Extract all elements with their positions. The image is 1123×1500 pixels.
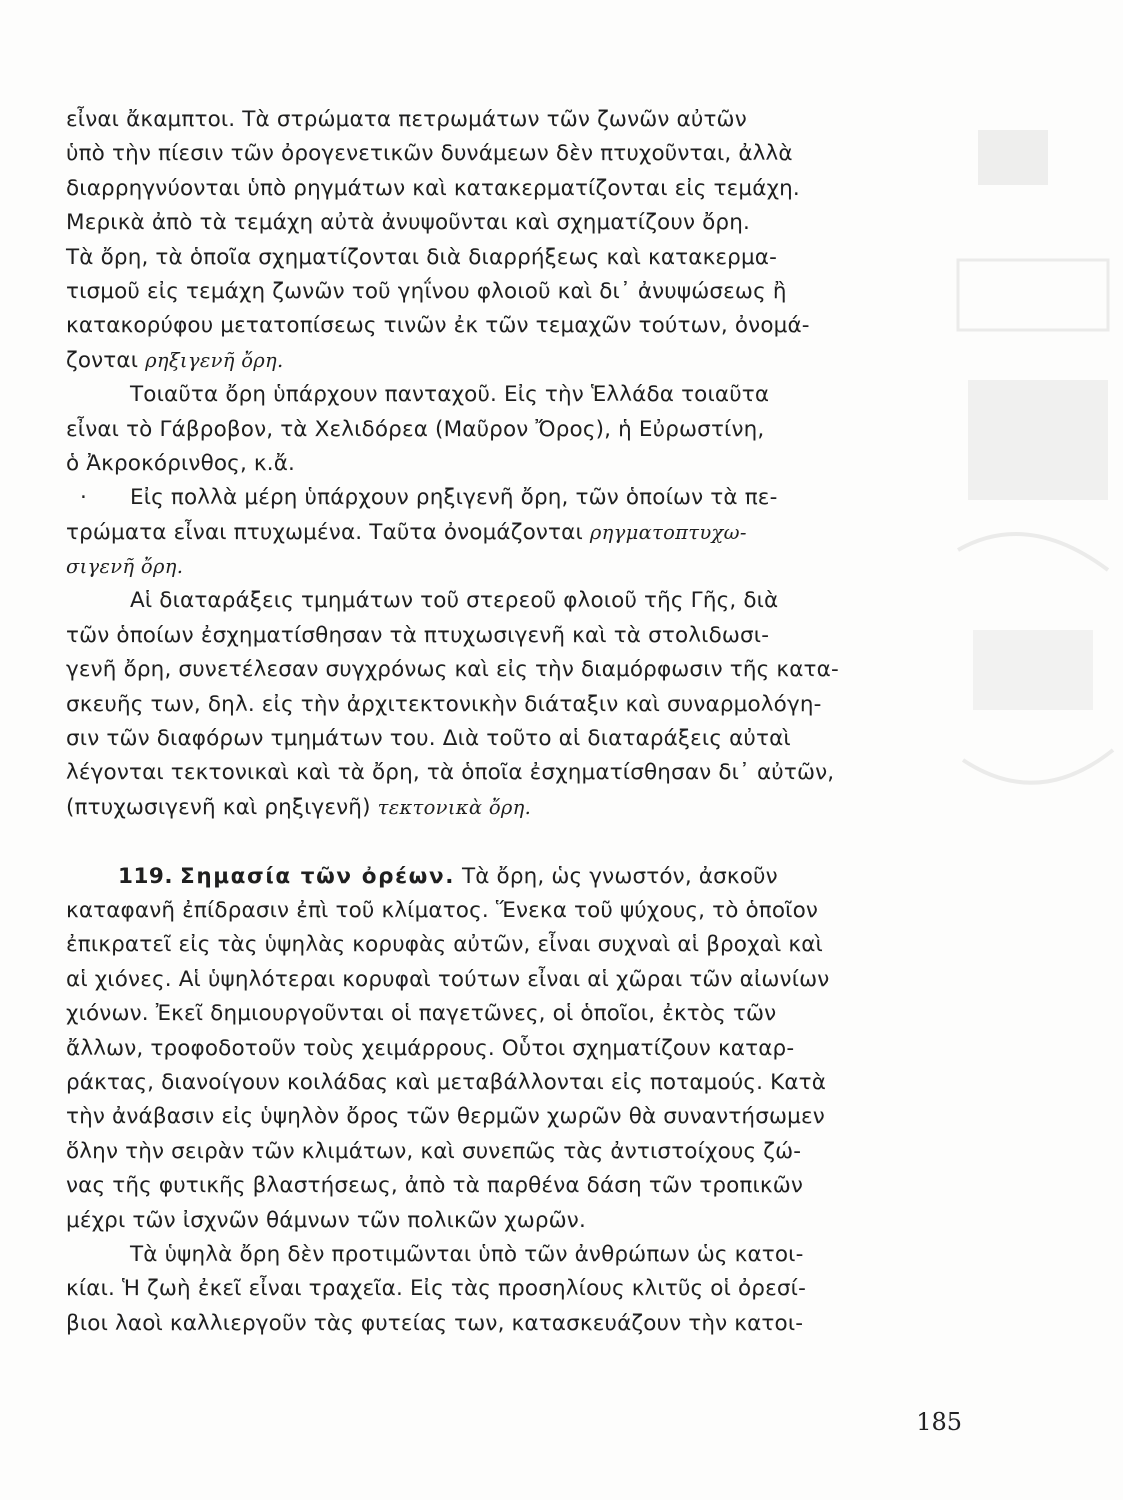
body-text <box>66 103 961 1341</box>
text-line: κίαι. Ἡ ζωὴ ἐκεῖ εἶναι τραχεῖα. Εἰς τὰς προσηλίους κλιτῦς οἱ ὀρεσί- <box>66 1276 806 1302</box>
text-line <box>66 550 961 584</box>
text-line: λέγονται τεκτονικαὶ καὶ τὰ ὄρη, τὰ ὁποῖα ἐσχηματίσθησαν δι᾽ αὐτῶν, <box>66 760 835 786</box>
text-line: εἶναι ἄκαμπτοι. Τὰ στρώματα πετρωμάτων τῶν ζωνῶν αὐτῶν <box>66 107 747 132</box>
text-line: σιν τῶν διαφόρων τμημάτων του. Διὰ τοῦτο αἱ διαταράξεις αὐταὶ <box>66 726 791 752</box>
text-line: καταφανῆ ἐπίδρασιν ἐπὶ τοῦ κλίματος. Ἕνεκα τοῦ ψύχους, τὸ ὁποῖον <box>66 897 819 923</box>
section-gap <box>66 825 961 859</box>
text-segment: τρώματα εἶναι πτυχωμένα. Ταῦτα ὀνομάζονται <box>66 519 583 545</box>
italic-term: σιγενῆ ὄρη. <box>66 555 184 579</box>
section-number: 119. <box>118 863 174 889</box>
text-line: ὑπὸ τὴν πίεσιν τῶν ὀρογενετικῶν δυνάμεων δὲν πτυχοῦνται, ἀλλὰ <box>66 141 793 167</box>
text-line: τισμοῦ εἰς τεμάχη ζωνῶν τοῦ γηΐνου φλοιοῦ καὶ δι᾽ ἀνυψώσεως ἢ <box>66 278 787 304</box>
italic-term: τεκτονικὰ ὄρη. <box>377 795 532 819</box>
text-segment: Τὰ ὄρη, ὡς γνωστόν, ἀσκοῦν <box>461 863 778 889</box>
text-line <box>66 791 961 825</box>
text-line <box>66 344 961 378</box>
text-line: αἱ χιόνες. Αἱ ὑψηλότεραι κορυφαὶ τούτων εἶναι αἱ χῶραι τῶν αἰωνίων <box>66 966 830 992</box>
text-line: γενῆ ὄρη, συνετέλεσαν συγχρόνως καὶ εἰς τὴν διαμόρφωσιν τῆς κατα- <box>66 657 839 683</box>
text-line: βιοι λαοὶ καλλιεργοῦν τὰς φυτείας των, κατασκευάζουν τὴν κατοι- <box>66 1310 804 1336</box>
text-line: Αἱ διαταράξεις τμημάτων τοῦ στερεοῦ φλοιοῦ τῆς Γῆς, διὰ <box>130 588 779 614</box>
text-line: ἄλλων, τροφοδοτοῦν τοὺς χειμάρρους. Οὗτοι σχηματίζουν καταρ- <box>66 1035 795 1061</box>
text-segment: ζονται <box>66 347 139 373</box>
text-line: τῶν ὁποίων ἐσχηματίσθησαν τὰ πτυχωσιγενῆ καὶ τὰ στολιδωσι- <box>66 622 770 648</box>
text-line: Τὰ ὄρη, τὰ ὁποῖα σχηματίζονται διὰ διαρρήξεως καὶ κατακερμα- <box>66 244 778 270</box>
text-line: ὅλην τὴν σειρὰν τῶν κλιμάτων, καὶ συνεπῶς τὰς ἀντιστοίχους ζώ- <box>66 1138 802 1164</box>
text-line <box>66 481 961 515</box>
text-line: σκευῆς των, δηλ. εἰς τὴν ἀρχιτεκτονικὴν διάταξιν καὶ συναρμολόγη- <box>66 691 822 717</box>
text-segment: (πτυχωσιγενῆ καὶ ρηξιγενῆ) <box>66 794 371 820</box>
text-line: Μερικὰ ἀπὸ τὰ τεμάχη αὐτὰ ἀνυψοῦνται καὶ σχηματίζουν ὄρη. <box>66 210 750 236</box>
text-line: μέχρι τῶν ἰσχνῶν θάμνων τῶν πολικῶν χωρῶν. <box>66 1207 586 1233</box>
show-through-illustration <box>948 110 1123 870</box>
paragraph-mark: · <box>80 485 87 511</box>
text-line: κατακορύφου μετατοπίσεως τινῶν ἐκ τῶν τεμαχῶν τούτων, ὀνομά- <box>66 313 810 339</box>
text-line <box>66 516 961 550</box>
italic-term: ρηγματοπτυχω- <box>589 520 747 544</box>
text-line: διαρρηγνύονται ὑπὸ ρηγμάτων καὶ κατακερματίζονται εἰς τεμάχη. <box>66 175 800 201</box>
section-title: Σημασία τῶν ὀρέων. <box>180 863 455 889</box>
italic-term: ρηξιγενῆ ὄρη. <box>145 348 284 372</box>
page-number: 185 <box>916 1408 962 1436</box>
text-line: Τοιαῦτα ὄρη ὑπάρχουν πανταχοῦ. Εἰς τὴν Ἑλλάδα τοιαῦτα <box>130 382 770 408</box>
section-heading-line <box>66 860 961 894</box>
text-line: ὁ Ἀκροκόρινθος, κ.ἄ. <box>66 450 296 476</box>
text-line: Τὰ ὑψηλὰ ὄρη δὲν προτιμῶνται ὑπὸ τῶν ἀνθρώπων ὡς κατοι- <box>130 1241 804 1267</box>
text-line: τὴν ἀνάβασιν εἰς ὑψηλὸν ὄρος τῶν θερμῶν χωρῶν θὰ συναντήσωμεν <box>66 1104 825 1130</box>
text-line: νας τῆς φυτικῆς βλαστήσεως, ἀπὸ τὰ παρθένα δάση τῶν τροπικῶν <box>66 1173 804 1199</box>
text-line: εἶναι τὸ Γάβροβον, τὰ Χελιδόρεα (Μαῦρον Ὄρος), ἡ Εὐρωστίνη, <box>66 416 765 442</box>
text-segment: Εἰς πολλὰ μέρη ὑπάρχουν ρηξιγενῆ ὄρη, τῶν ὁποίων τὰ πε- <box>130 485 778 511</box>
text-line: ράκτας, διανοίγουν κοιλάδας καὶ μεταβάλλονται εἰς ποταμούς. Κατὰ <box>66 1069 827 1095</box>
text-line: ἐπικρατεῖ εἰς τὰς ὑψηλὰς κορυφὰς αὐτῶν, εἶναι συχναὶ αἱ βροχαὶ καὶ <box>66 932 823 958</box>
text-line: χιόνων. Ἐκεῖ δημιουργοῦνται οἱ παγετῶνες, οἱ ὁποῖοι, ἐκτὸς τῶν <box>66 1001 777 1027</box>
